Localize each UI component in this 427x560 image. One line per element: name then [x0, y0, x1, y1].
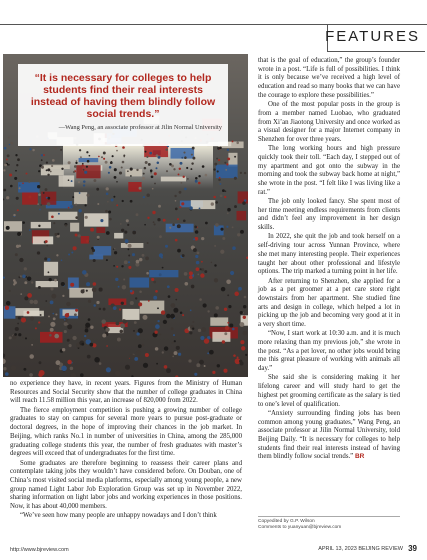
right-column: [258, 57, 400, 463]
footer-issue: APRIL 13, 2023 BEIJING REVIEW: [318, 546, 403, 552]
end-mark: BR: [354, 453, 365, 461]
comments-contact: Comments to yuanyuan@bjreview.com: [258, 525, 342, 530]
paragraph: “Now, I start work at 10:30 a.m. and it is much more relaxing than my previous job,” she wrote in the post. “As a pet lover, no other jobs would bring me this great pleasure of working with animals all day.”: [258, 330, 400, 373]
paragraph: “We’ve seen how many people are unhappy nowadays and I don’t think: [20, 512, 217, 520]
pull-quote-attribution: —Wang Peng, an associate professor at Jilin Normal University: [58, 124, 222, 131]
paragraph: that is the goal of education,” the group’s founder wrote in a post. “Life is full of possibilities. I think it is only because we’ve received a high level of education and read so many books that we can have the courage to explore these possibilities.”: [258, 57, 400, 99]
left-column: [10, 380, 242, 522]
paragraph: Some graduates are therefore beginning to reassess their career plans and contemplate taking jobs they wouldn’t have considered before. On Douban, one of China’s most visited social media platforms, especially among young people, a new group named Light Labor Job Exploration Group was set up in November 2022, sharing information on light labor jobs and working experiences in those positions. Now, it has about 40,000 members.: [10, 459, 242, 511]
pull-quote-text: “It is necessary for colleges to help students find their real interests instead of having them blindly follow social trends.”: [30, 72, 216, 120]
paragraph: One of the most popular posts in the group is from a member named Luobao, who graduated from Xi’an Jiaotong University and once worked as a visual designer for a major Internet company in Shenzhen for over three years.: [258, 101, 400, 143]
copyeditor-credit: Copyedited by G.P. Wilson: [258, 519, 315, 524]
footer-url[interactable]: http://www.bjreview.com: [10, 547, 69, 553]
paragraph: no experience they have, in recent years. Figures from the Ministry of Human Resources and Social Security show that the number of college graduates in China will reach 11.58 million this year, an increase of 820,000 from 2022.: [10, 380, 242, 405]
page-number: 39: [408, 544, 417, 553]
credits: [258, 516, 400, 531]
paragraph-last: [258, 410, 400, 462]
paragraph-text: “Anxiety surrounding finding jobs has been common among young graduates,” Wang Peng, an associate professor at Jilin Normal University, told Beijing Daily. “It is necessary for colleges to help students find their real interests instead of having them blindly follow social trends.”: [258, 409, 400, 461]
paragraph: After returning to Shenzhen, she applied for a job as a pet groomer at a pet care store right downstairs from her apartment. She studied fine arts and design in college, which helped a lot in picking up the job and becoming very good at it in a very short time.: [258, 277, 400, 329]
paragraph: She said she is considering making it her lifelong career and will study hard to get the highest pet grooming certificate as the salary is tied to one’s level of qualification.: [258, 374, 400, 408]
paragraph: The fierce employment competition is pushing a growing number of college graduates to stay on campus for several more years to pursue post-graduate or doctoral degrees, in the hope of improving their chances in the job market. In Beijing, which ranks No.1 in number of universities in China, among the 285,000 graduating college students this year, the number of fresh graduates with master’s degrees will exceed that of undergraduates for the first time.: [10, 406, 242, 458]
paragraph: In 2022, she quit the job and took herself on a self-driving tour across Yunnan Province, where she met many interesting people. Their experiences taught her about other professional and lifestyle options. The trip marked a turning point in her life.: [258, 233, 400, 276]
paragraph: The job only looked fancy. She spent most of her time meeting endless requirements from clients and didn’t feel any improvement in her design skills.: [258, 198, 400, 232]
pull-quote: [18, 64, 228, 146]
paragraph: The long working hours and high pressure quickly took their toll. “Each day, I stepped out of my apartment and got onto the subway in the morning and took the subway back home at night,” she wrote in the post. “I felt like I was living like a rat.”: [258, 145, 400, 196]
section-label: FEATURES: [325, 28, 420, 45]
